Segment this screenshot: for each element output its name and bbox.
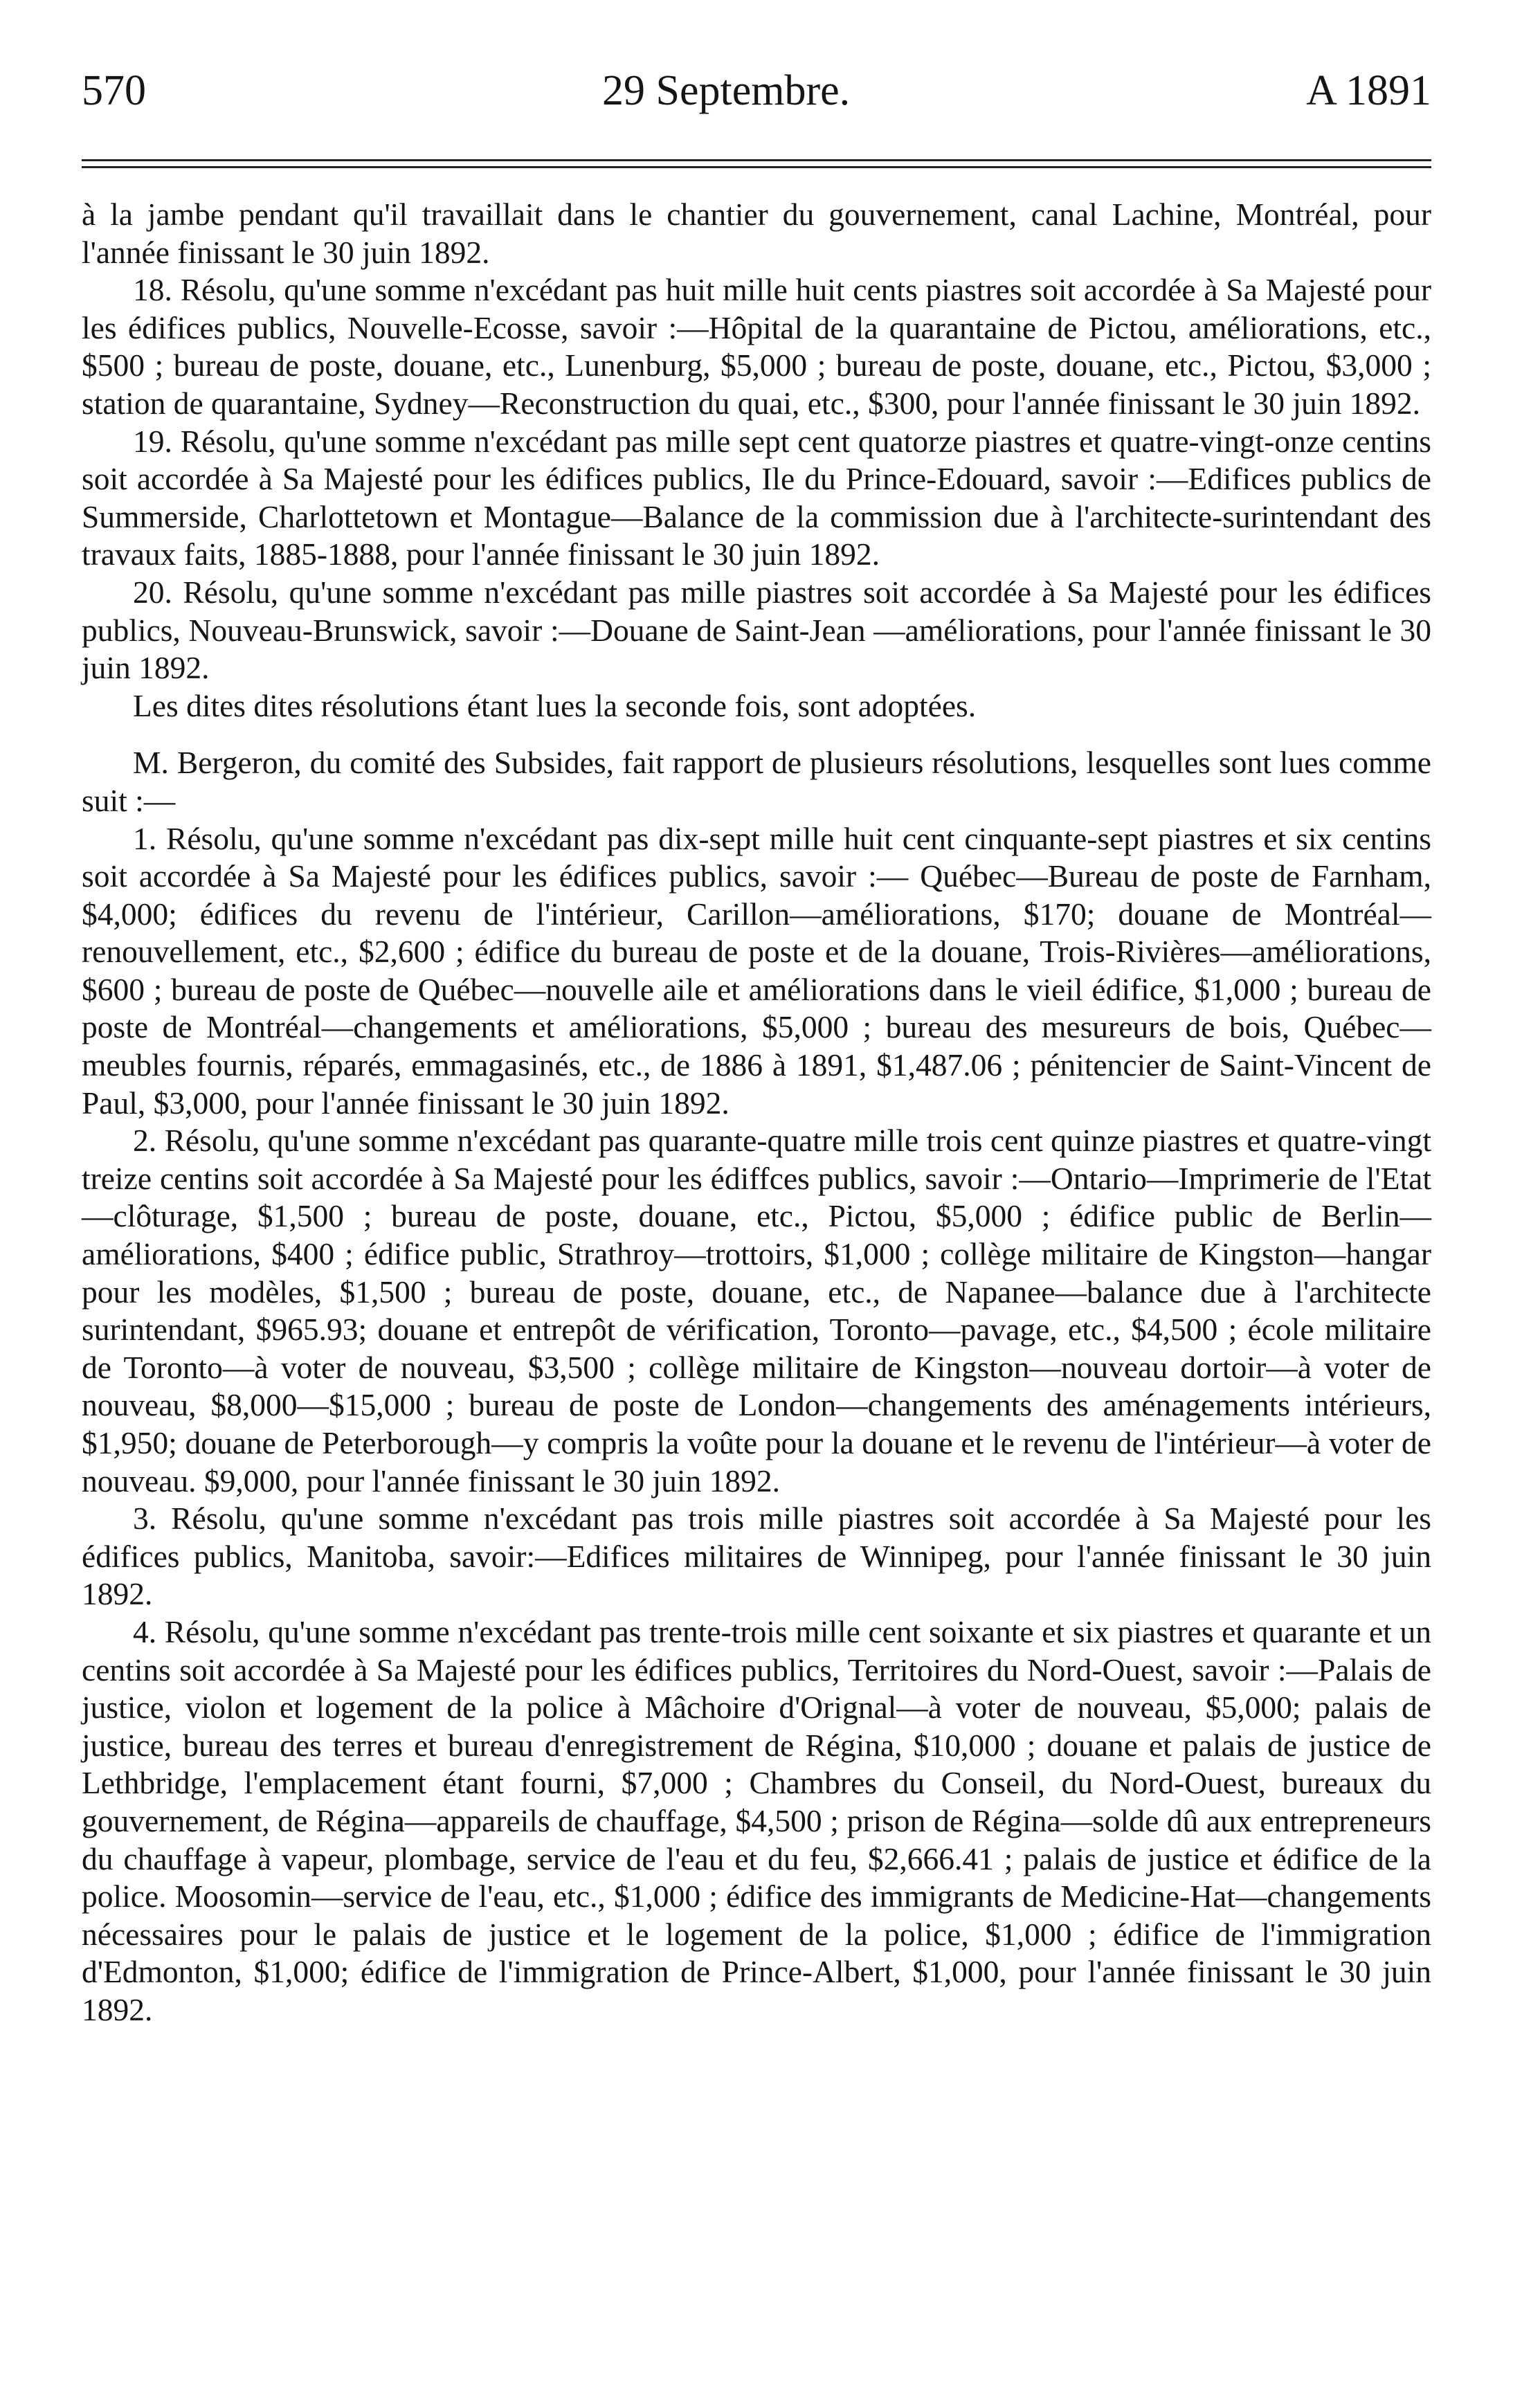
resolution-19: 19. Résolu, qu'une somme n'excédant pas mille sept cent quatorze piastres et quatre-vingt-onze centins soit accordée à Sa Majesté pour les édifices publics, Ile du Prince-Edouard, savoir :—Edifices publics de Summerside, Charlottetown et Montague—Balance de la commission due à l'architecte-surintendant des travaux faits, 1885-1888, pour l'année finissant le 30 juin 1892. <box>82 423 1431 572</box>
page-number: 570 <box>82 67 146 114</box>
resolution-2: 2. Résolu, qu'une somme n'excédant pas quarante-quatre mille trois cent quinze piastres et quatre-vingt treize centins soit accordée à Sa Majesté pour les édiffces publics, savoir :—Ontario—Imprimerie de l'Etat—clôturage, $1,500 ; bureau de poste, douane, etc., Pictou, $5,000 ; édifice public de Berlin—améliorations, $400 ; édifice public, Strathroy—trottoirs, $1,000 ; collège militaire de Kingston—hangar pour les modèles, $1,500 ; bureau de poste, douane, etc., de Napanee—balance due à l'architecte surintendant, $965.93; douane et entrepôt de vérification, Toronto—pavage, etc., $4,500 ; école militaire de Toronto—à voter de nouveau, $3,500 ; collège militaire de Kingston—nouveau dortoir—à voter de nouveau, $8,000—$15,000 ; bureau de poste de London—changements des aménagements intérieurs, $1,950; douane de Peterborough—y compris la voûte pour la douane et le revenu de l'intérieur—à voter de nouveau. $9,000, pour l'année finissant le 30 juin 1892. <box>82 1123 1431 1499</box>
header-date: 29 Septembre. <box>602 67 851 114</box>
header-year: A 1891 <box>1306 67 1431 114</box>
paragraph-continuation: à la jambe pendant qu'il travaillait dans le chantier du gouvernement, canal Lachine, Montréal, pour l'année finissant le 30 juin 1892. <box>82 197 1431 270</box>
resolution-20: 20. Résolu, qu'une somme n'excédant pas mille piastres soit accordée à Sa Majesté pour les édifices publics, Nouveau-Brunswick, savoir :—Douane de Saint-Jean —améliorations, pour l'année finissant le 30 juin 1892. <box>82 574 1431 686</box>
page <box>82 69 1431 2029</box>
resolution-1: 1. Résolu, qu'une somme n'excédant pas dix-sept mille huit cent cinquante-sept piastres et six centins soit accordée à Sa Majesté pour les édifices publics, savoir :— Québec—Bureau de poste de Farnham, $4,000; édifices du revenu de l'intérieur, Carillon—améliorations, $170; douane de Montréal—renouvellement, etc., $2,600 ; édifice du bureau de poste et de la douane, Trois-Rivières—améliorations, $600 ; bureau de poste de Québec—nouvelle aile et améliorations dans le vieil édifice, $1,000 ; bureau de poste de Montréal—changements et améliorations, $5,000 ; bureau des mesureurs de bois, Québec—meubles fournis, réparés, emmagasinés, etc., de 1886 à 1891, $1,487.06 ; pénitencier de Saint-Vincent de Paul, $3,000, pour l'année finissant le 30 juin 1892. <box>82 820 1431 1121</box>
resolution-18: 18. Résolu, qu'une somme n'excédant pas huit mille huit cents piastres soit accordée à Sa Majesté pour les édifices publics, Nouvelle-Ecosse, savoir :—Hôpital de la quarantaine de Pictou, améliorations, etc., $500 ; bureau de poste, douane, etc., Lunenburg, $5,000 ; bureau de poste, douane, etc., Pictou, $3,000 ; station de quarantaine, Sydney—Reconstruction du quai, etc., $300, pour l'année finissant le 30 juin 1892. <box>82 272 1431 421</box>
running-header <box>82 69 1431 125</box>
adoption-statement: Les dites dites résolutions étant lues la seconde fois, sont adoptées. <box>133 687 977 723</box>
resolution-3: 3. Résolu, qu'une somme n'excédant pas trois mille piastres soit accordée à Sa Majesté pour les édifices publics, Manitoba, savoir:—Edifices militaires de Winnipeg, pour l'année finissant le 30 juin 1892. <box>82 1501 1431 1612</box>
document-body <box>82 196 1431 2029</box>
header-rule-top <box>82 159 1431 161</box>
resolution-4: 4. Résolu, qu'une somme n'excédant pas trente-trois mille cent soixante et six piastres et quarante et un centins soit accordée à Sa Majesté pour les édifices publics, Territoires du Nord-Ouest, savoir :—Palais de justice, violon et logement de la police à Mâchoire d'Orignal—à voter de nouveau, $5,000; palais de justice, bureau des terres et bureau d'enregistrement de Régina, $10,000 ; douane et palais de justice de Lethbridge, l'emplacement étant fourni, $7,000 ; Chambres du Conseil, du Nord-Ouest, bureaux du gouvernement, de Régina—appareils de chauffage, $4,500 ; prison de Régina—solde dû aux entrepreneurs du chauffage à vapeur, plombage, service de l'eau et du feu, $2,666.41 ; palais de justice et édifice de la police. Moosomin—service de l'eau, etc., $1,000 ; édifice des immigrants de Medicine-Hat—changements nécessaires pour le palais de justice et le logement de la police, $1,000 ; édifice de l'immigration d'Edmonton, $1,000; édifice de l'immigration de Prince-Albert, $1,000, pour l'année finissant le 30 juin 1892. <box>82 1613 1431 2027</box>
header-double-rule <box>82 159 1431 168</box>
committee-report-intro: M. Bergeron, du comité des Subsides, fait rapport de plusieurs résolutions, lesquelles sont lues comme suit :— <box>82 745 1431 818</box>
header-rule-bottom <box>82 166 1431 168</box>
